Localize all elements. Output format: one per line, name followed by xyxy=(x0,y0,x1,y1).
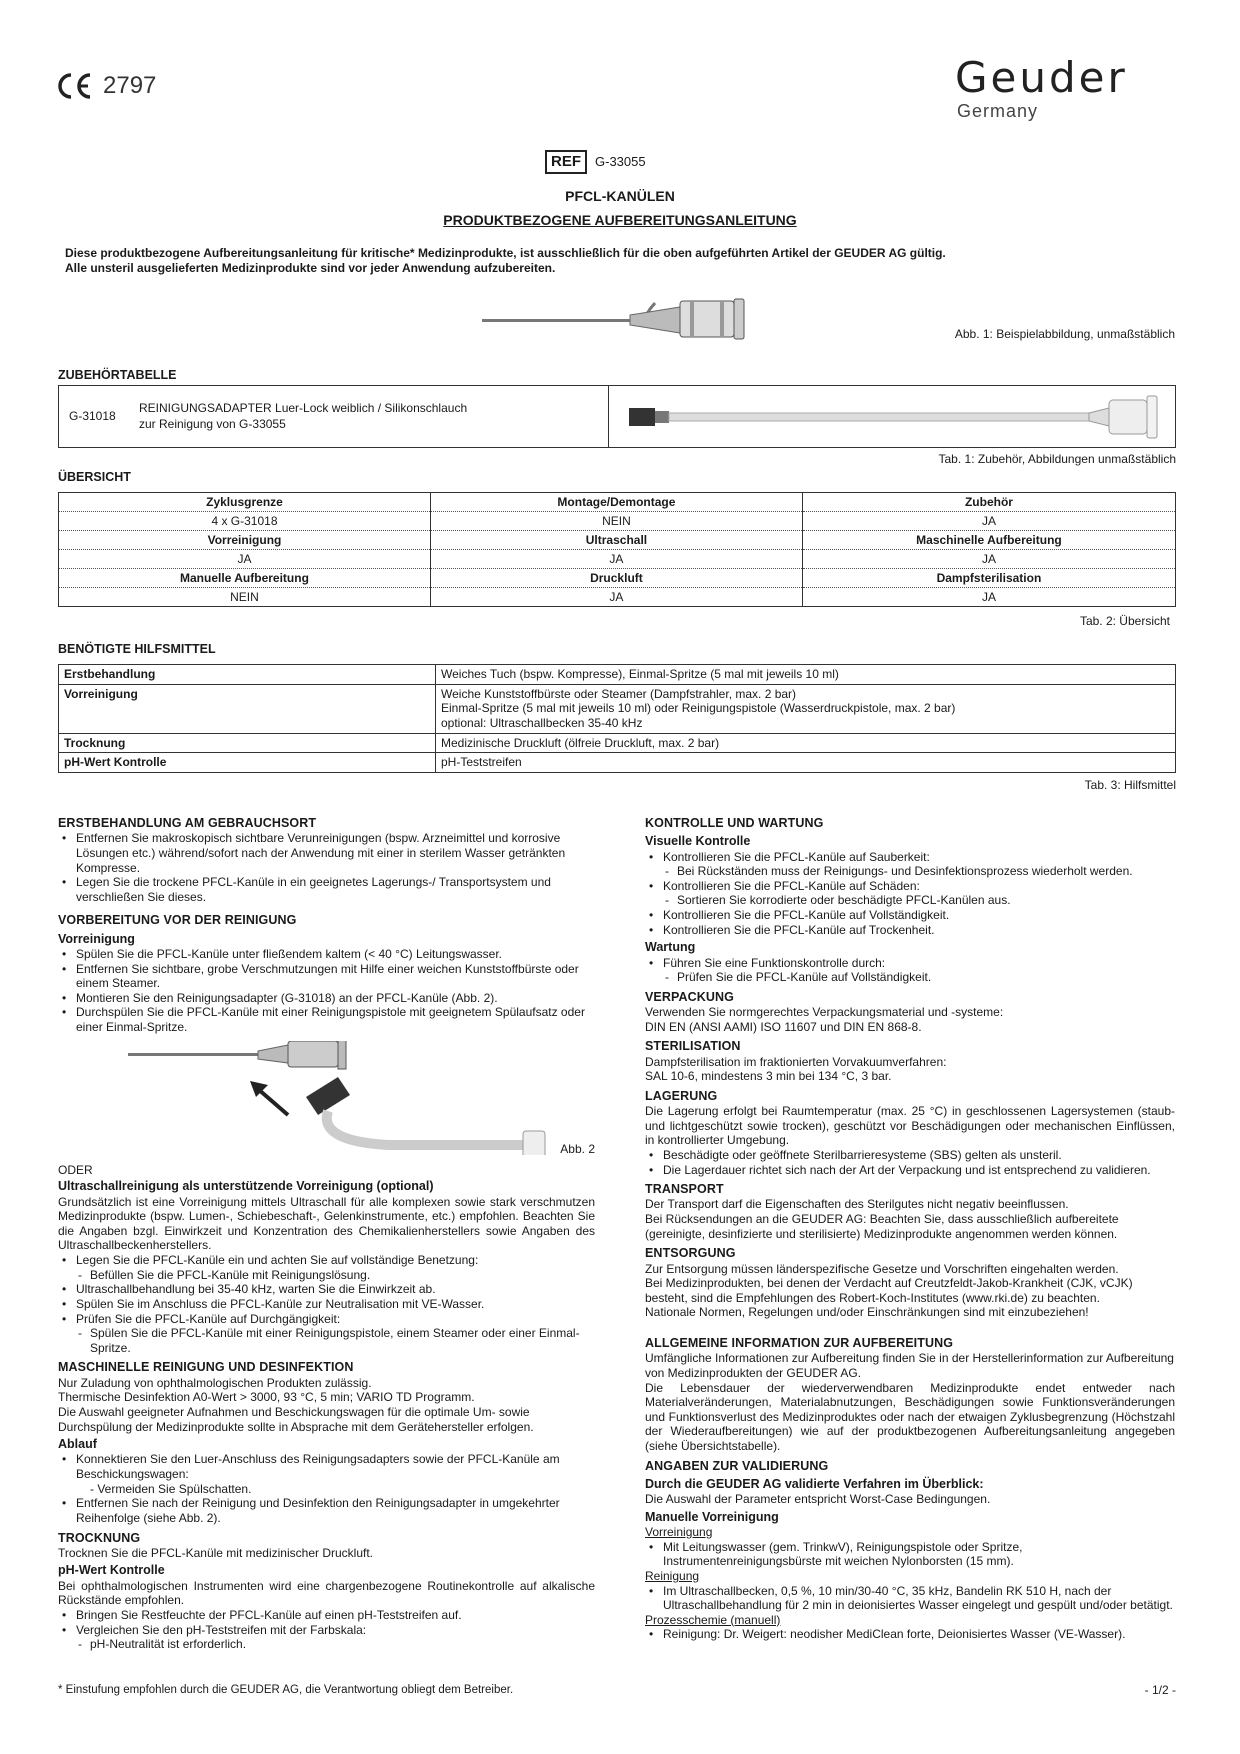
list-item: • Kontrollieren Sie die PFCL-Kanüle auf Trockenheit. xyxy=(645,923,1175,938)
hm-label: Erstbehandlung xyxy=(59,665,436,685)
list-item: • Im Ultraschallbecken, 0,5 %, 10 min/30-40 °C, 35 kHz, Bandelin RK 510 H, nach der Ultraschallbehandlung für 2 min in deionisiertes Wasser eingelegt und gespült und/oder betätigt. xyxy=(645,1584,1175,1613)
list-item: • Mit Leitungswasser (gem. TrinkwV), Reinigungspistole oder Spritze, Instrumentenreinigungsbürste mit weichen Nylonborsten (15 mm). xyxy=(645,1540,1175,1569)
ref-label: REF xyxy=(545,150,587,174)
list-item: • Reinigung: Dr. Weigert: neodisher MediClean forte, Deionisiertes Wasser (VE-Wasser). xyxy=(645,1627,1175,1642)
hm-label: pH-Wert Kontrolle xyxy=(59,753,436,773)
kw-heading: KONTROLLE UND WARTUNG xyxy=(645,816,824,830)
adapter-illustration xyxy=(609,386,1175,447)
list-item: - Prüfen Sie die PFCL-Kanüle auf Vollständigkeit. xyxy=(645,970,1175,985)
ph-text: Bei ophthalmologischen Instrumenten wird eine chargenbezogene Routinekontrolle auf alkalische Rückstände empfohlen. xyxy=(58,1578,595,1608)
hilfsmittel-table xyxy=(58,664,1176,773)
ster-text-1: Dampfsterilisation im fraktionierten Vorvakuumverfahren: xyxy=(645,1054,947,1069)
list-item: - Bei Rückständen muss der Reinigungs- und Desinfektionsprozess wiederholt werden. xyxy=(645,864,1175,879)
list-item: • Bringen Sie Restfeuchte der PFCL-Kanüle auf einen pH-Teststreifen auf. xyxy=(58,1608,595,1623)
vis-heading: Visuelle Kontrolle xyxy=(645,834,751,849)
uebersicht-table xyxy=(58,492,1176,607)
uebersicht-caption: Tab. 2: Übersicht xyxy=(1079,614,1170,628)
ov-cell: NEIN xyxy=(430,512,802,531)
lag-heading: LAGERUNG xyxy=(645,1088,718,1103)
tr-text-1: Der Transport darf die Eigenschaften des Sterilgutes nicht negativ beeinflussen. xyxy=(645,1197,1069,1212)
list-item: • Prüfen Sie die PFCL-Kanüle auf Durchgängigkeit: xyxy=(58,1312,595,1327)
intro-line-1: Diese produktbezogene Aufbereitungsanleitung für kritische* Medizinprodukte, ist ausschließlich für die oben aufgeführten Artikel der GEUDER AG gültig. xyxy=(65,246,946,260)
footer-note: * Einstufung empfohlen durch die GEUDER AG, die Verantwortung obliegt dem Betreiber. xyxy=(58,1684,514,1696)
list-item: • Entfernen Sie makroskopisch sichtbare Verunreinigungen (bspw. Arzneimittel und korrosive Lösungen etc.) während/sofort nach der Anwendung mit einer in sterilem Wasser getränkten Kompresse. xyxy=(58,831,595,875)
ov-cell: Dampfsterilisation xyxy=(802,569,1175,588)
list-item: • Montieren Sie den Reinigungsadapter (G-31018) an der PFCL-Kanüle (Abb. 2). xyxy=(58,991,595,1006)
val-subheading: Durch die GEUDER AG validierte Verfahren im Überblick: xyxy=(645,1476,984,1491)
uebersicht-heading: ÜBERSICHT xyxy=(58,470,131,484)
right-column xyxy=(645,816,1175,1642)
zubehoer-caption: Tab. 1: Zubehör, Abbildungen unmaßstäblich xyxy=(938,452,1176,466)
ent-text-3: Nationale Normen, Regelungen und/oder Einschränkungen sind mit einzubeziehen! xyxy=(645,1305,1089,1320)
ov-cell: JA xyxy=(59,550,431,569)
brand-country: Germany xyxy=(957,101,1039,122)
list-item: • Entfernen Sie nach der Reinigung und Desinfektion den Reinigungsadapter in umgekehrter Reihenfolge (siehe Abb. 2). xyxy=(58,1496,595,1525)
man-sub-3: Prozesschemie (manuell) xyxy=(645,1612,781,1627)
list-item: - pH-Neutralität ist erforderlich. xyxy=(58,1637,595,1652)
hilfsmittel-heading: BENÖTIGTE HILFSMITTEL xyxy=(58,642,216,656)
ov-cell: JA xyxy=(430,588,802,607)
list-item: - Sortieren Sie korrodierte oder beschädigte PFCL-Kanülen aus. xyxy=(645,893,1175,908)
brand-logo xyxy=(955,52,1175,123)
ov-cell: JA xyxy=(802,588,1175,607)
ov-cell: Druckluft xyxy=(430,569,802,588)
val-heading: ANGABEN ZUR VALIDIERUNG xyxy=(645,1458,829,1473)
ph-heading: pH-Wert Kontrolle xyxy=(58,1563,165,1578)
ov-cell: 4 x G-31018 xyxy=(59,512,431,531)
list-item: - Vermeiden Sie Spülschatten. xyxy=(90,1481,252,1496)
ce-number: 2797 xyxy=(103,72,157,100)
fig1-caption: Abb. 1: Beispielabbildung, unmaßstäblich xyxy=(954,327,1175,341)
ce-mark xyxy=(57,68,156,104)
doc-title: PFCL-KANÜLEN xyxy=(565,188,675,204)
ster-heading: STERILISATION xyxy=(645,1039,741,1054)
allg-heading: ALLGEMEINE INFORMATION ZUR AUFBEREITUNG xyxy=(645,1336,954,1350)
erst-heading: ERSTBEHANDLUNG AM GEBRAUCHSORT xyxy=(58,816,317,830)
zubehoer-code: G-31018 xyxy=(69,409,116,424)
list-item: - Befüllen Sie die PFCL-Kanüle mit Reinigungslösung. xyxy=(58,1268,595,1283)
ov-cell: NEIN xyxy=(230,589,259,604)
masch-text-1: Nur Zuladung von ophthalmologischen Produkten zulässig. xyxy=(58,1375,372,1390)
masch-text-3: Die Auswahl geeigneter Aufnahmen und Beschickungswagen für die optimale Um- sowie Durchspülung der Medizinprodukte sollte in Absprache mit dem Gerätehersteller erfolgen. xyxy=(58,1404,534,1434)
ent-text-1: Zur Entsorgung müssen länderspezifische Gesetze und Vorschriften eingehalten werden. xyxy=(645,1261,1119,1276)
ov-cell: Manuelle Aufbereitung xyxy=(59,569,431,588)
ster-text-2: SAL 10-6, mindestens 3 min bei 134 °C, 3 bar. xyxy=(645,1069,892,1084)
brand-name: Geuder xyxy=(955,53,1128,102)
ov-cell: Zubehör xyxy=(802,493,1175,512)
hm-value: Weiche Kunststoffbürste oder Steamer (Dampfstrahler, max. 2 bar) Einmal-Spritze (5 mal mit jeweils 10 ml) oder Reinigungspistole (Wasserdruckpistole, max. 2 bar) optional: Ultraschallbecken 35-40 kHz xyxy=(436,684,1176,733)
ov-cell: Montage/Demontage xyxy=(430,493,802,512)
intro-line-2: Alle unsteril ausgelieferten Medizinprodukte sind vor jeder Anwendung aufzubereiten. xyxy=(65,261,556,275)
list-item: • Kontrollieren Sie die PFCL-Kanüle auf Sauberkeit: xyxy=(645,850,1175,865)
ov-cell: Maschinelle Aufbereitung xyxy=(802,531,1175,550)
page-number: - 1/2 - xyxy=(1144,1683,1176,1697)
list-item: • Legen Sie die trockene PFCL-Kanüle in ein geeignetes Lagerungs-/ Transportsystem und verschließen Sie dieses. xyxy=(58,875,595,904)
cannula-illustration xyxy=(480,293,760,341)
hm-value: pH-Teststreifen xyxy=(436,753,1176,773)
list-item: • Führen Sie eine Funktionskontrolle durch: xyxy=(645,956,1175,971)
hm-value: Weiches Tuch (bspw. Kompresse), Einmal-Spritze (5 mal mit jeweils 10 ml) xyxy=(436,665,1176,685)
man-sub-2: Reinigung xyxy=(645,1568,700,1583)
hm-label: Vorreinigung xyxy=(59,684,436,733)
ov-cell: Ultraschall xyxy=(430,531,802,550)
us-heading: Ultraschallreinigung als unterstützende Vorreinigung (optional) xyxy=(58,1179,434,1194)
val-text: Die Auswahl der Parameter entspricht Worst-Case Bedingungen. xyxy=(645,1492,991,1507)
hm-value: Medizinische Druckluft (ölfreie Druckluft, max. 2 bar) xyxy=(436,733,1176,753)
zubehoer-heading: ZUBEHÖRTABELLE xyxy=(58,368,177,382)
tr-heading: TRANSPORT xyxy=(645,1182,724,1197)
allg-text-1: Umfängliche Informationen zur Aufbereitung finden Sie in der Herstellerinformation zur Aufbereitung von Medizinprodukten der GEUDER AG. xyxy=(645,1351,1174,1380)
list-item: • Ultraschallbehandlung bei 35-40 kHz, warten Sie die Einwirkzeit ab. xyxy=(58,1282,595,1297)
verp-text-2: DIN EN (ANSI AAMI) ISO 11607 und DIN EN 868-8. xyxy=(645,1019,922,1034)
vorr-heading: Vorreinigung xyxy=(58,931,135,946)
list-item: • Entfernen Sie sichtbare, grobe Verschmutzungen mit Hilfe einer weichen Kunststoffbürste oder einem Steamer. xyxy=(58,962,595,991)
list-item: • Die Lagerdauer richtet sich nach der Art der Verpackung und ist entsprechend zu validieren. xyxy=(645,1163,1175,1178)
ent-text-2: Bei Medizinprodukten, bei denen der Verdacht auf Creutzfeldt-Jakob-Krankheit (CJK, vCJK) besteht, sind die Empfehlungen des Robert-Koch-Institutes (www.rki.de) zu beachten. xyxy=(645,1276,1133,1305)
ov-cell: Zyklusgrenze xyxy=(59,493,431,512)
masch-heading: MASCHINELLE REINIGUNG UND DESINFEKTION xyxy=(58,1360,354,1375)
verp-text-1: Verwenden Sie normgerechtes Verpackungsmaterial und -systeme: xyxy=(645,1005,1004,1019)
list-item: • Durchspülen Sie die PFCL-Kanüle mit einer Reinigungspistole mit geeignetem Spülaufsatz oder einer Einmal-Spritze. xyxy=(58,1005,595,1034)
masch-text-2: Thermische Desinfektion A0-Wert > 3000, 93 °C, 5 min; VARIO TD Programm. xyxy=(58,1390,475,1405)
man-heading: Manuelle Vorreinigung xyxy=(645,1509,779,1524)
ent-heading: ENTSORGUNG xyxy=(645,1246,736,1261)
list-item: • Spülen Sie die PFCL-Kanüle unter fließendem kaltem (< 40 °C) Leitungswasser. xyxy=(58,947,595,962)
us-paragraph: Grundsätzlich ist eine Vorreinigung mittels Ultraschall für alle komplexen sowie stark verschmutzen Medizinprodukte (bspw. Lumen-, Schiebeschaft-, Gelenkinstrumente, etc.) empfohlen. Beachten Sie die Angaben bzgl. Einwirkzeit und Konzentration des Chemikalienherstellers sowie Angaben des Ultraschallbeckenherstellers. xyxy=(58,1194,595,1253)
ov-cell: JA xyxy=(802,550,1175,569)
hm-label: Trocknung xyxy=(59,733,436,753)
list-item: • Kontrollieren Sie die PFCL-Kanüle auf Vollständigkeit. xyxy=(645,908,1175,923)
ablauf-heading: Ablauf xyxy=(58,1437,97,1452)
list-item: • Kontrollieren Sie die PFCL-Kanüle auf Schäden: xyxy=(645,879,1175,894)
wart-heading: Wartung xyxy=(645,940,696,955)
vorb-heading: VORBEREITUNG VOR DER REINIGUNG xyxy=(58,913,297,928)
zubehoer-desc-2: zur Reinigung von G-33055 xyxy=(139,416,286,431)
verp-heading: VERPACKUNG xyxy=(645,989,734,1004)
list-item: • Spülen Sie im Anschluss die PFCL-Kanüle zur Neutralisation mit VE-Wasser. xyxy=(58,1297,595,1312)
hilfsmittel-caption: Tab. 3: Hilfsmittel xyxy=(1084,778,1176,792)
zubehoer-desc-1: REINIGUNGSADAPTER Luer-Lock weiblich / Silikonschlauch xyxy=(139,400,468,415)
trock-heading: TROCKNUNG xyxy=(58,1530,141,1545)
lag-text: Die Lagerung erfolgt bei Raumtemperatur (max. 25 °C) in geschlossenen Lagersystemen (staub- und lichtgeschützt sowie trocken), geschützt vor Beschädigungen oder mechanischen Einflüssen, in kontrollierter Umgebung. xyxy=(645,1104,1175,1148)
tr-text-2: Bei Rücksendungen an die GEUDER AG: Beachten Sie, dass ausschließlich aufbereitete (gereinigte, desinfizierte und sterilisierte) Medizinprodukte angenommen werden können. xyxy=(645,1212,1119,1241)
cannula-adapter-illustration xyxy=(128,1041,568,1155)
zubehoer-table xyxy=(58,385,1176,448)
allg-text-2: Die Lebensdauer der wiederverwendbaren Medizinprodukte endet entweder nach Materialveränderungen, Materialabnutzungen, Beschädigungen sowie Funktionsveränderungen und Funktionsverlust des Medizinproduktes oder nach der etwaigen Zyklusbegrenzung (Höchstzahl der Wiederaufbereitungen) wie auf der produktbezogenen Aufbereitungsanleitung angegeben (siehe Übersichtstabelle). xyxy=(645,1380,1175,1453)
list-item: • Konnektieren Sie den Luer-Anschluss des Reinigungsadapters sowie der PFCL-Kanüle am Beschickungswagen: xyxy=(58,1452,595,1481)
list-item: • Beschädigte oder geöffnete Sterilbarrieresysteme (SBS) gelten als unsteril. xyxy=(645,1148,1175,1163)
doc-subtitle: PRODUKTBEZOGENE AUFBEREITUNGSANLEITUNG xyxy=(443,212,797,228)
oder-label: ODER xyxy=(58,1162,93,1177)
ce-mark-icon xyxy=(57,72,93,100)
list-item: - Spülen Sie die PFCL-Kanüle mit einer Reinigungspistole, einem Steamer oder einer Einmal-Spritze. xyxy=(58,1326,595,1355)
trock-text: Trocknen Sie die PFCL-Kanüle mit medizinischer Druckluft. xyxy=(58,1545,374,1560)
fig2-caption: Abb. 2 xyxy=(560,1142,595,1156)
ref-box xyxy=(545,150,646,174)
ref-value: G-33055 xyxy=(595,154,646,170)
ov-cell: Vorreinigung xyxy=(59,531,431,550)
ov-cell: JA xyxy=(802,512,1175,531)
list-item: • Legen Sie die PFCL-Kanüle ein und achten Sie auf vollständige Benetzung: xyxy=(58,1253,595,1268)
man-sub-1: Vorreinigung xyxy=(645,1525,713,1539)
ov-cell: JA xyxy=(430,550,802,569)
list-item: • Vergleichen Sie den pH-Teststreifen mit der Farbskala: xyxy=(58,1623,595,1638)
left-column xyxy=(58,816,595,1652)
